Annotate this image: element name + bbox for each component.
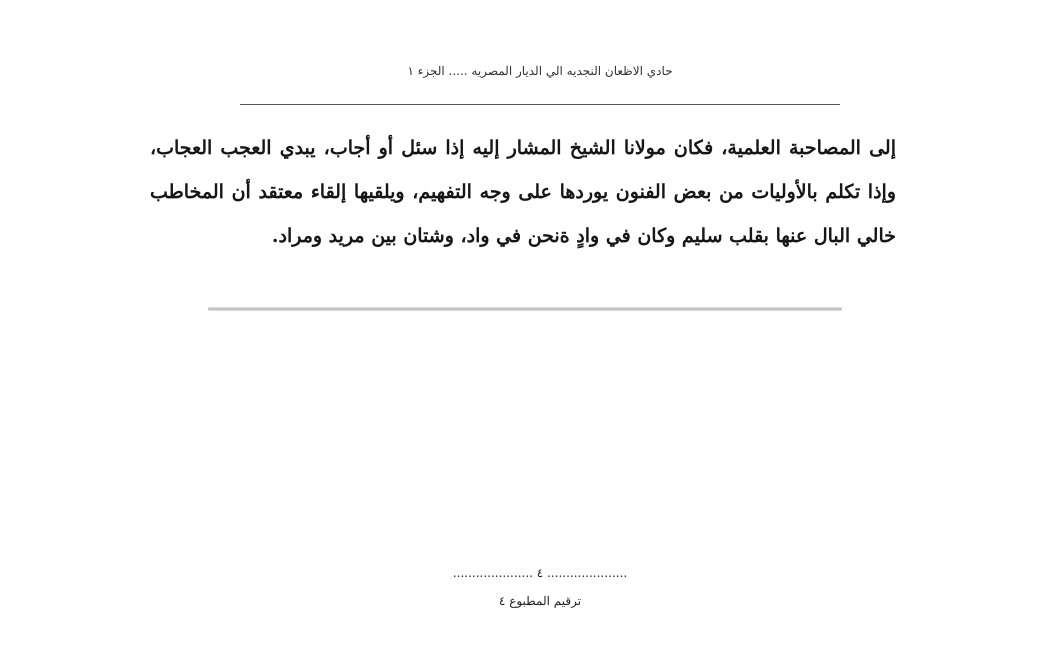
page-number: ..................... ٤ ..................... <box>452 566 628 580</box>
header-rule <box>240 104 840 105</box>
running-header: حادي الاظعان النجديه الي الديار المصريه ..... الجزء ١ <box>407 64 673 78</box>
print-page-label: ترقيم المطبوع ٤ <box>498 594 582 608</box>
section-divider <box>208 307 842 311</box>
body-paragraph: إلى المصاحبة العلمية، فكان مولانا الشيخ المشار إليه إذا سئل أو أجاب، يبدي العجب العجاب، وإذا تكلم بالأوليات من بعض الفنون يوردها على وجه التفهيم، ويلقيها إلقاء معتقد أن المخاطب خالي البال عنها بقلب سليم وكان في وادٍ ةنحن في واد، وشتان بين مريد ومراد. <box>150 137 896 247</box>
